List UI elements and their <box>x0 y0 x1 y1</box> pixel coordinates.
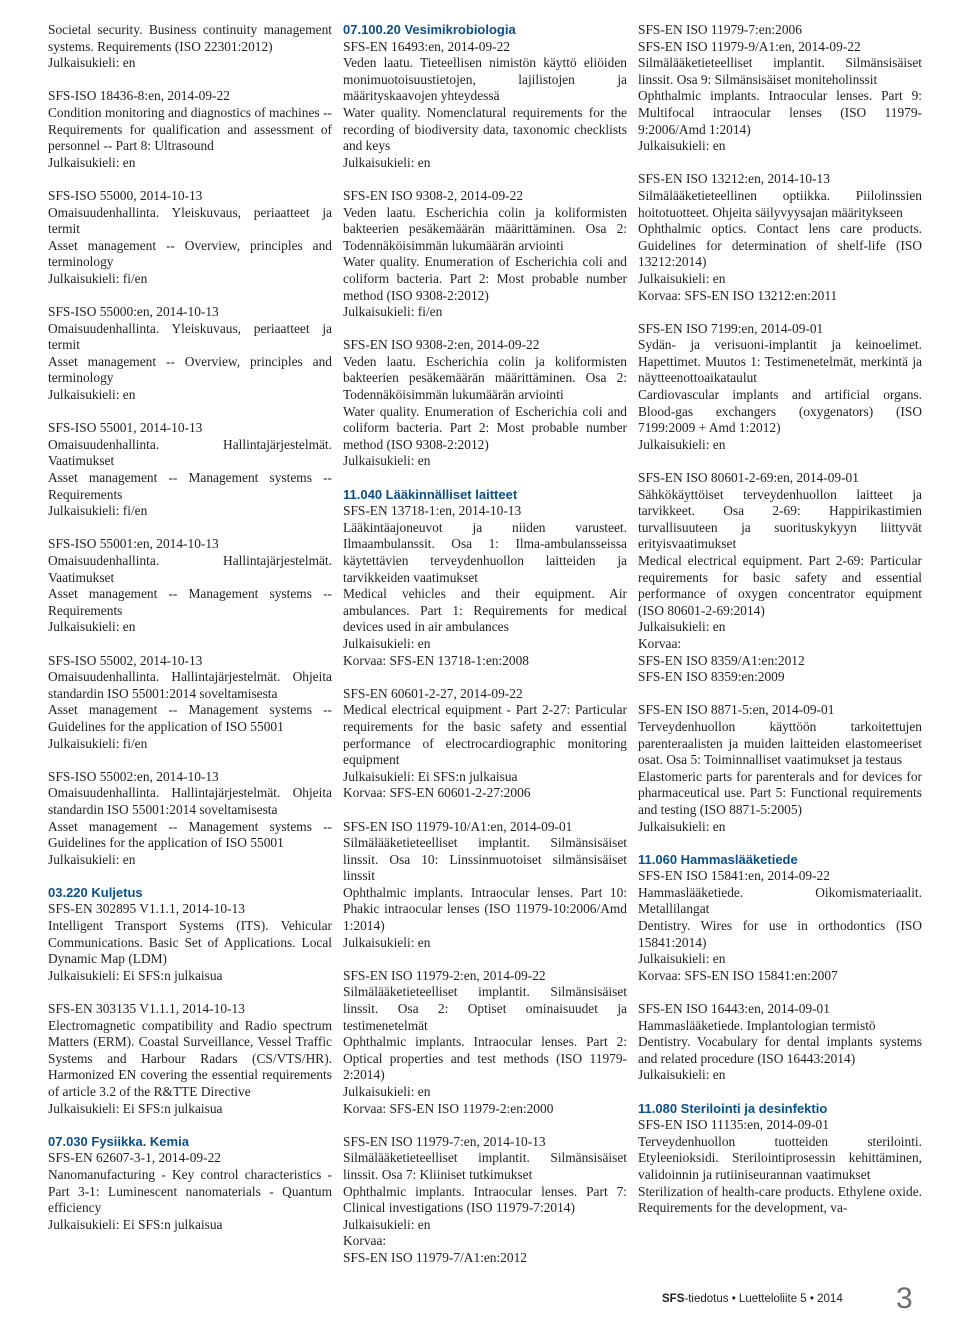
standard-entry <box>48 769 332 869</box>
entry-line: SFS-ISO 55002, 2014-10-13 <box>48 652 203 668</box>
standard-entry <box>343 819 627 952</box>
entry-line: Sterilization of health-care products. Ethylene oxide. Requirements for the development, va- <box>638 1183 922 1216</box>
standard-entry <box>343 686 627 802</box>
entry-line: SFS-EN ISO 11135:en, 2014-09-01 <box>638 1117 829 1133</box>
entry-line: Ophthalmic optics. Contact lens care products. Guidelines for determination of shelf-life (ISO 13212:2014) <box>638 221 922 270</box>
standard-entry <box>48 304 332 404</box>
entry-line: SFS-EN ISO 80601-2-69:en, 2014-09-01 <box>638 470 859 486</box>
standard-entry <box>48 653 332 753</box>
entry-line: SFS-ISO 55001:en, 2014-10-13 <box>48 536 219 552</box>
entry-line: SFS-EN 13718-1:en, 2014-10-13 <box>343 503 522 519</box>
entry-line: Water quality. Enumeration of Escherichia coli and coliform bacteria. Part 2: Most probable number method (ISO 9308-2:2012) <box>343 254 627 303</box>
standard-entry <box>343 968 627 1117</box>
entry-line: Korvaa: SFS-EN 13718-1:en:2008 <box>343 652 529 668</box>
standard-entry <box>48 88 332 171</box>
entry-line: Korvaa: SFS-EN 60601-2-27:2006 <box>343 785 531 801</box>
entry-line: SFS-EN ISO 11979-2:en, 2014-09-22 <box>343 967 546 983</box>
entry-line: Terveydenhuollon tuotteiden sterilointi. Etyleenioksidi. Sterilointiprosessin kehittäminen, validoinnin ja rutiiniseurannan vaatimukset <box>638 1133 922 1182</box>
entry-line: Julkaisukieli: en <box>48 55 136 71</box>
entry-line: SFS-ISO 55000, 2014-10-13 <box>48 187 203 203</box>
entry-line: Cardiovascular implants and artificial organs. Blood-gas exchangers (oxygenators) (ISO 7199:2009 + Amd 1:2012) <box>638 387 922 436</box>
entry-line: Julkaisukieli: fi/en <box>48 735 148 751</box>
entry-line: Julkaisukieli: en <box>638 1067 726 1083</box>
entry-line: SFS-EN ISO 15841:en, 2014-09-22 <box>638 868 830 884</box>
entry-line: Dentistry. Wires for use in orthodontics (ISO 15841:2014) <box>638 918 922 950</box>
standard-entry <box>343 337 627 470</box>
entry-line: SFS-EN 16493:en, 2014-09-22 <box>343 38 511 54</box>
entry-line: SFS-EN 62607-3-1, 2014-09-22 <box>48 1150 221 1166</box>
entry-line: Julkaisukieli: en <box>638 270 726 286</box>
entry-line: Korvaa: <box>343 1233 387 1249</box>
entry-line: SFS-EN ISO 11979-7:en:2006 <box>638 22 802 37</box>
entry-line: Ophthalmic implants. Intraocular lenses. Part 10: Phakic intraocular lenses (ISO 11979-10:2006/Amd 1:2014) <box>343 884 627 934</box>
entry-line: SFS-EN 60601-2-27, 2014-09-22 <box>343 685 523 701</box>
standard-entry <box>48 885 332 985</box>
entry-line: Silmälääketieteellinen optiikka. Piilolinssien hoitotuotteet. Ohjeita säilyvyysajan määritykseen <box>638 187 922 220</box>
entry-line: Sähkökäyttöiset terveydenhuollon laitteet ja tarvikkeet. Osa 2-69: Happirikastimien turvallisuuteen ja suorituskykyyn liittyvät erityisvaatimukset <box>638 486 922 552</box>
section-heading: 11.040 Lääkinnälliset laitteet <box>343 486 518 502</box>
entry-line: Nanomanufacturing - Key control characteristics - Part 3-1: Luminescent nanomaterials - Quantum efficiency <box>48 1166 332 1216</box>
entry-line: Omaisuudenhallinta. Hallintajärjestelmät. Vaatimukset <box>48 436 332 469</box>
entry-line: SFS-EN ISO 11979-9/A1:en, 2014-09-22 <box>638 38 861 54</box>
column-1 <box>48 22 332 1250</box>
entry-line: Asset management -- Management systems -- Requirements <box>48 470 332 502</box>
entry-line: Asset management -- Overview, principles and terminology <box>48 237 332 270</box>
entry-line: Elastomeric parts for parenterals and for devices for pharmaceutical use. Part 5: Functional requirements and testing (ISO 8871-5:2005) <box>638 768 922 817</box>
entry-line: Julkaisukieli: Ei SFS:n julkaisua <box>48 967 223 983</box>
entry-line: Ophthalmic implants. Intraocular lenses. Part 2: Optical properties and test methods (ISO 11979-2:2014) <box>343 1034 627 1083</box>
standard-entry <box>48 420 332 520</box>
entry-line: Julkaisukieli: en <box>343 453 431 469</box>
entry-line: SFS-EN 303135 V1.1.1, 2014-10-13 <box>48 1001 245 1017</box>
standard-entry <box>638 22 922 155</box>
entry-line: Omaisuudenhallinta. Hallintajärjestelmät. Ohjeita standardin ISO 55001:2014 soveltamisesta <box>48 669 332 701</box>
entry-line: Water quality. Nomenclatural requirements for the recording of biodiversity data, taxonomic checklists and keys <box>343 104 627 154</box>
entry-line: SFS-EN ISO 8359:en:2009 <box>638 669 785 685</box>
footer-brand-suffix: -tiedotus <box>684 1293 729 1305</box>
standard-entry <box>638 321 922 454</box>
entry-line: Hammaslääketiede. Implantologian termistö <box>638 1017 876 1033</box>
entry-line: Julkaisukieli: en <box>48 851 136 867</box>
entry-line: SFS-ISO 18436-8:en, 2014-09-22 <box>48 88 230 104</box>
entry-line: SFS-ISO 55000:en, 2014-10-13 <box>48 304 219 320</box>
entry-line: Julkaisukieli: en <box>343 1084 431 1099</box>
entry-line: Silmälääketieteelliset implantit. Silmänsisäiset linssit. Osa 2: Optiset ominaisuudet ja testimenetelmät <box>343 984 627 1033</box>
standard-entry <box>48 1001 332 1117</box>
entry-line: Ophthalmic implants. Intraocular lenses. Part 9: Multifocal intraocular lenses (ISO 11979-9:2006/Amd 1:2014) <box>638 88 922 137</box>
standard-entry <box>343 188 627 321</box>
entry-line: Julkaisukieli: en <box>343 1216 431 1232</box>
entry-line: Ophthalmic implants. Intraocular lenses. Part 7: Clinical investigations (ISO 11979-7:2014) <box>343 1183 627 1216</box>
entry-line: Omaisuudenhallinta. Yleiskuvaus, periaatteet ja termit <box>48 320 332 353</box>
entry-line: Veden laatu. Tieteellisen nimistön käyttö eliöiden monimuotoisuustietojen, lajilistojen ja määrityskaavojen yhteydessä <box>343 55 627 104</box>
entry-line: Julkaisukieli: Ei SFS:n julkaisua <box>48 1216 223 1232</box>
column-3 <box>638 22 922 1233</box>
entry-line: Omaisuudenhallinta. Hallintajärjestelmät. Ohjeita standardin ISO 55001:2014 soveltamisesta <box>48 785 332 817</box>
entry-line: Silmälääketieteelliset implantit. Silmänsisäiset linssit. Osa 7: Kliiniset tutkimukset <box>343 1150 627 1182</box>
entry-line: Julkaisukieli: en <box>638 138 726 154</box>
entry-line: SFS-EN ISO 9308-2:en, 2014-09-22 <box>343 337 540 353</box>
entry-line: Julkaisukieli: fi/en <box>343 304 443 320</box>
page-number: 3 <box>896 1282 913 1315</box>
entry-line: SFS-EN ISO 8871-5:en, 2014-09-01 <box>638 702 835 718</box>
standard-entry <box>638 171 922 304</box>
entry-line: Julkaisukieli: en <box>638 818 726 834</box>
entry-line: Silmälääketieteelliset implantit. Silmänsisäiset linssit. Osa 10: Linssinmuotoiset silmänsisäiset linssit <box>343 835 627 884</box>
entry-line: Sydän- ja verisuoni-implantit ja keinoelimet. Hapettimet. Muutos 1: Testimenetelmät, merkintä ja näytteenottoaikataulut <box>638 337 922 386</box>
entry-line: Korvaa: SFS-EN ISO 11979-2:en:2000 <box>343 1100 554 1116</box>
entry-line: SFS-EN ISO 7199:en, 2014-09-01 <box>638 320 824 336</box>
standard-entry <box>48 188 332 288</box>
entry-line: SFS-ISO 55002:en, 2014-10-13 <box>48 768 219 784</box>
entry-line: Dentistry. Vocabulary for dental implants systems and related procedure (ISO 16443:2014) <box>638 1034 922 1066</box>
section-heading: 07.100.20 Vesimikrobiologia <box>343 22 516 37</box>
entry-line: Societal security. Business continuity management systems. Requirements (ISO 22301:2012) <box>48 22 332 54</box>
standard-entry <box>343 1134 627 1267</box>
standard-entry <box>638 1101 922 1217</box>
standard-entry <box>48 1134 332 1234</box>
standard-entry <box>638 702 922 835</box>
standard-entry <box>638 1001 922 1084</box>
entry-line: SFS-EN ISO 9308-2, 2014-09-22 <box>343 187 524 203</box>
section-heading: 11.060 Hammaslääketiede <box>638 851 798 867</box>
entry-line: Julkaisukieli: en <box>48 154 136 170</box>
standard-entry <box>343 487 627 670</box>
entry-line: Julkaisukieli: en <box>638 951 726 967</box>
entry-line: Hammaslääketiede. Oikomismateriaalit. Metallilangat <box>638 884 922 917</box>
entry-line: Medical vehicles and their equipment. Air ambulances. Part 1: Requirements for medical devices used in air ambulances <box>343 586 627 635</box>
entry-line: Electromagnetic compatibility and Radio spectrum Matters (ERM). Coastal Surveillance, Vessel Traffic Systems and Harbour Radars (CS/VTS/HR). Harmonized EN covering the essential requirements of article 3.2 of the R&TTE Directive <box>48 1017 332 1099</box>
section-heading: 11.080 Sterilointi ja desinfektio <box>638 1100 828 1116</box>
entry-line: Terveydenhuollon käyttöön tarkoitettujen parenteraalisten ja muiden laitteiden elastomeeriset osat. Osa 5: Toiminnalliset vaatimukset ja testaus <box>638 718 922 768</box>
footer-year: 2014 <box>817 1293 843 1305</box>
entry-line: Asset management -- Management systems -- Guidelines for the application of ISO 55001 <box>48 818 332 851</box>
footer-publication: Luetteloliite 5 <box>738 1293 807 1305</box>
entry-line: SFS-EN ISO 11979-7:en, 2014-10-13 <box>343 1133 546 1149</box>
entry-line: Julkaisukieli: en <box>343 154 431 170</box>
standard-entry <box>638 852 922 985</box>
footer-brand: SFS <box>662 1293 685 1305</box>
entry-line: Veden laatu. Escherichia colin ja koliformisten bakteerien pesäkemäärän määrittäminen. Osa 2: Todennäköisimmän lukumäärän arviointi <box>343 353 627 403</box>
entry-line: Asset management -- Overview, principles and terminology <box>48 353 332 386</box>
footer-text <box>662 1293 843 1305</box>
entry-line: SFS-EN ISO 13212:en, 2014-10-13 <box>638 171 830 187</box>
column-2 <box>343 22 627 1283</box>
entry-line: SFS-EN ISO 11979-10/A1:en, 2014-09-01 <box>343 818 573 834</box>
entry-line: Korvaa: SFS-EN ISO 13212:en:2011 <box>638 287 838 303</box>
entry-line: Veden laatu. Escherichia colin ja koliformisten bakteerien pesäkemäärän määrittäminen. Osa 2: Todennäköisimmän lukumäärän arviointi <box>343 204 627 253</box>
entry-line: Medical electrical equipment - Part 2-27: Particular requirements for the basic safety and essential performance of electrocardiographic monitoring equipment <box>343 702 627 768</box>
entry-line: Medical electrical equipment. Part 2-69: Particular requirements for basic safety and essential performance of oxygen concentrator equipment (ISO 80601-2-69:2014) <box>638 553 922 618</box>
entry-line: Lääkintäajoneuvot ja niiden varusteet. Ilmaambulanssit. Osa 1: Ilma-ambulansseissa käytettävien terveydenhuollon laitteiden ja tarvikkeiden vaatimukset <box>343 519 627 585</box>
entry-line: Julkaisukieli: Ei SFS:n julkaisua <box>343 768 518 784</box>
entry-line: Korvaa: <box>638 635 682 651</box>
section-heading: 03.220 Kuljetus <box>48 884 143 900</box>
entry-line: Silmälääketieteelliset implantit. Silmänsisäiset linssit. Osa 9: Silmänsisäiset moniteholinssit <box>638 55 922 87</box>
entry-line: Asset management -- Management systems -- Requirements <box>48 586 332 618</box>
entry-line: SFS-EN ISO 11979-7/A1:en:2012 <box>343 1249 528 1265</box>
entry-line: Julkaisukieli: fi/en <box>48 503 148 519</box>
entry-line: Julkaisukieli: en <box>343 934 431 950</box>
page-footer <box>0 1282 960 1320</box>
entry-line: Julkaisukieli: en <box>48 619 136 635</box>
standard-entry <box>343 22 627 171</box>
entry-line: Korvaa: SFS-EN ISO 15841:en:2007 <box>638 967 838 983</box>
standard-entry <box>638 470 922 686</box>
entry-line: Omaisuudenhallinta. Yleiskuvaus, periaatteet ja termit <box>48 204 332 237</box>
entry-line: Asset management -- Management systems -- Guidelines for the application of ISO 55001 <box>48 702 332 734</box>
entry-line: Intelligent Transport Systems (ITS). Vehicular Communications. Basic Set of Applications. Local Dynamic Map (LDM) <box>48 918 332 967</box>
section-heading: 07.030 Fysiikka. Kemia <box>48 1133 189 1149</box>
entry-line: SFS-EN 302895 V1.1.1, 2014-10-13 <box>48 901 245 917</box>
entry-line: Julkaisukieli: Ei SFS:n julkaisua <box>48 1100 223 1116</box>
footer-separator: • <box>731 1293 736 1305</box>
entry-line: SFS-EN ISO 8359/A1:en:2012 <box>638 652 805 668</box>
entry-line: Omaisuudenhallinta. Hallintajärjestelmät. Vaatimukset <box>48 553 332 585</box>
entry-line: Condition monitoring and diagnostics of machines -- Requirements for qualification and assessment of personnel -- Part 8: Ultrasound <box>48 104 332 154</box>
entry-line: Water quality. Enumeration of Escherichia coli and coliform bacteria. Part 2: Most probable number method (ISO 9308-2:2012) <box>343 403 627 452</box>
standard-entry <box>48 536 332 636</box>
entry-line: Julkaisukieli: en <box>343 635 431 651</box>
entry-line: SFS-ISO 55001, 2014-10-13 <box>48 420 203 436</box>
entry-line: SFS-EN ISO 16443:en, 2014-09-01 <box>638 1001 830 1017</box>
entry-line: Julkaisukieli: en <box>48 387 136 403</box>
entry-line: Julkaisukieli: en <box>638 436 726 452</box>
entry-line: Julkaisukieli: en <box>638 619 726 635</box>
footer-separator-2: • <box>809 1293 814 1305</box>
entry-line: Julkaisukieli: fi/en <box>48 270 148 286</box>
standard-entry <box>48 22 332 72</box>
